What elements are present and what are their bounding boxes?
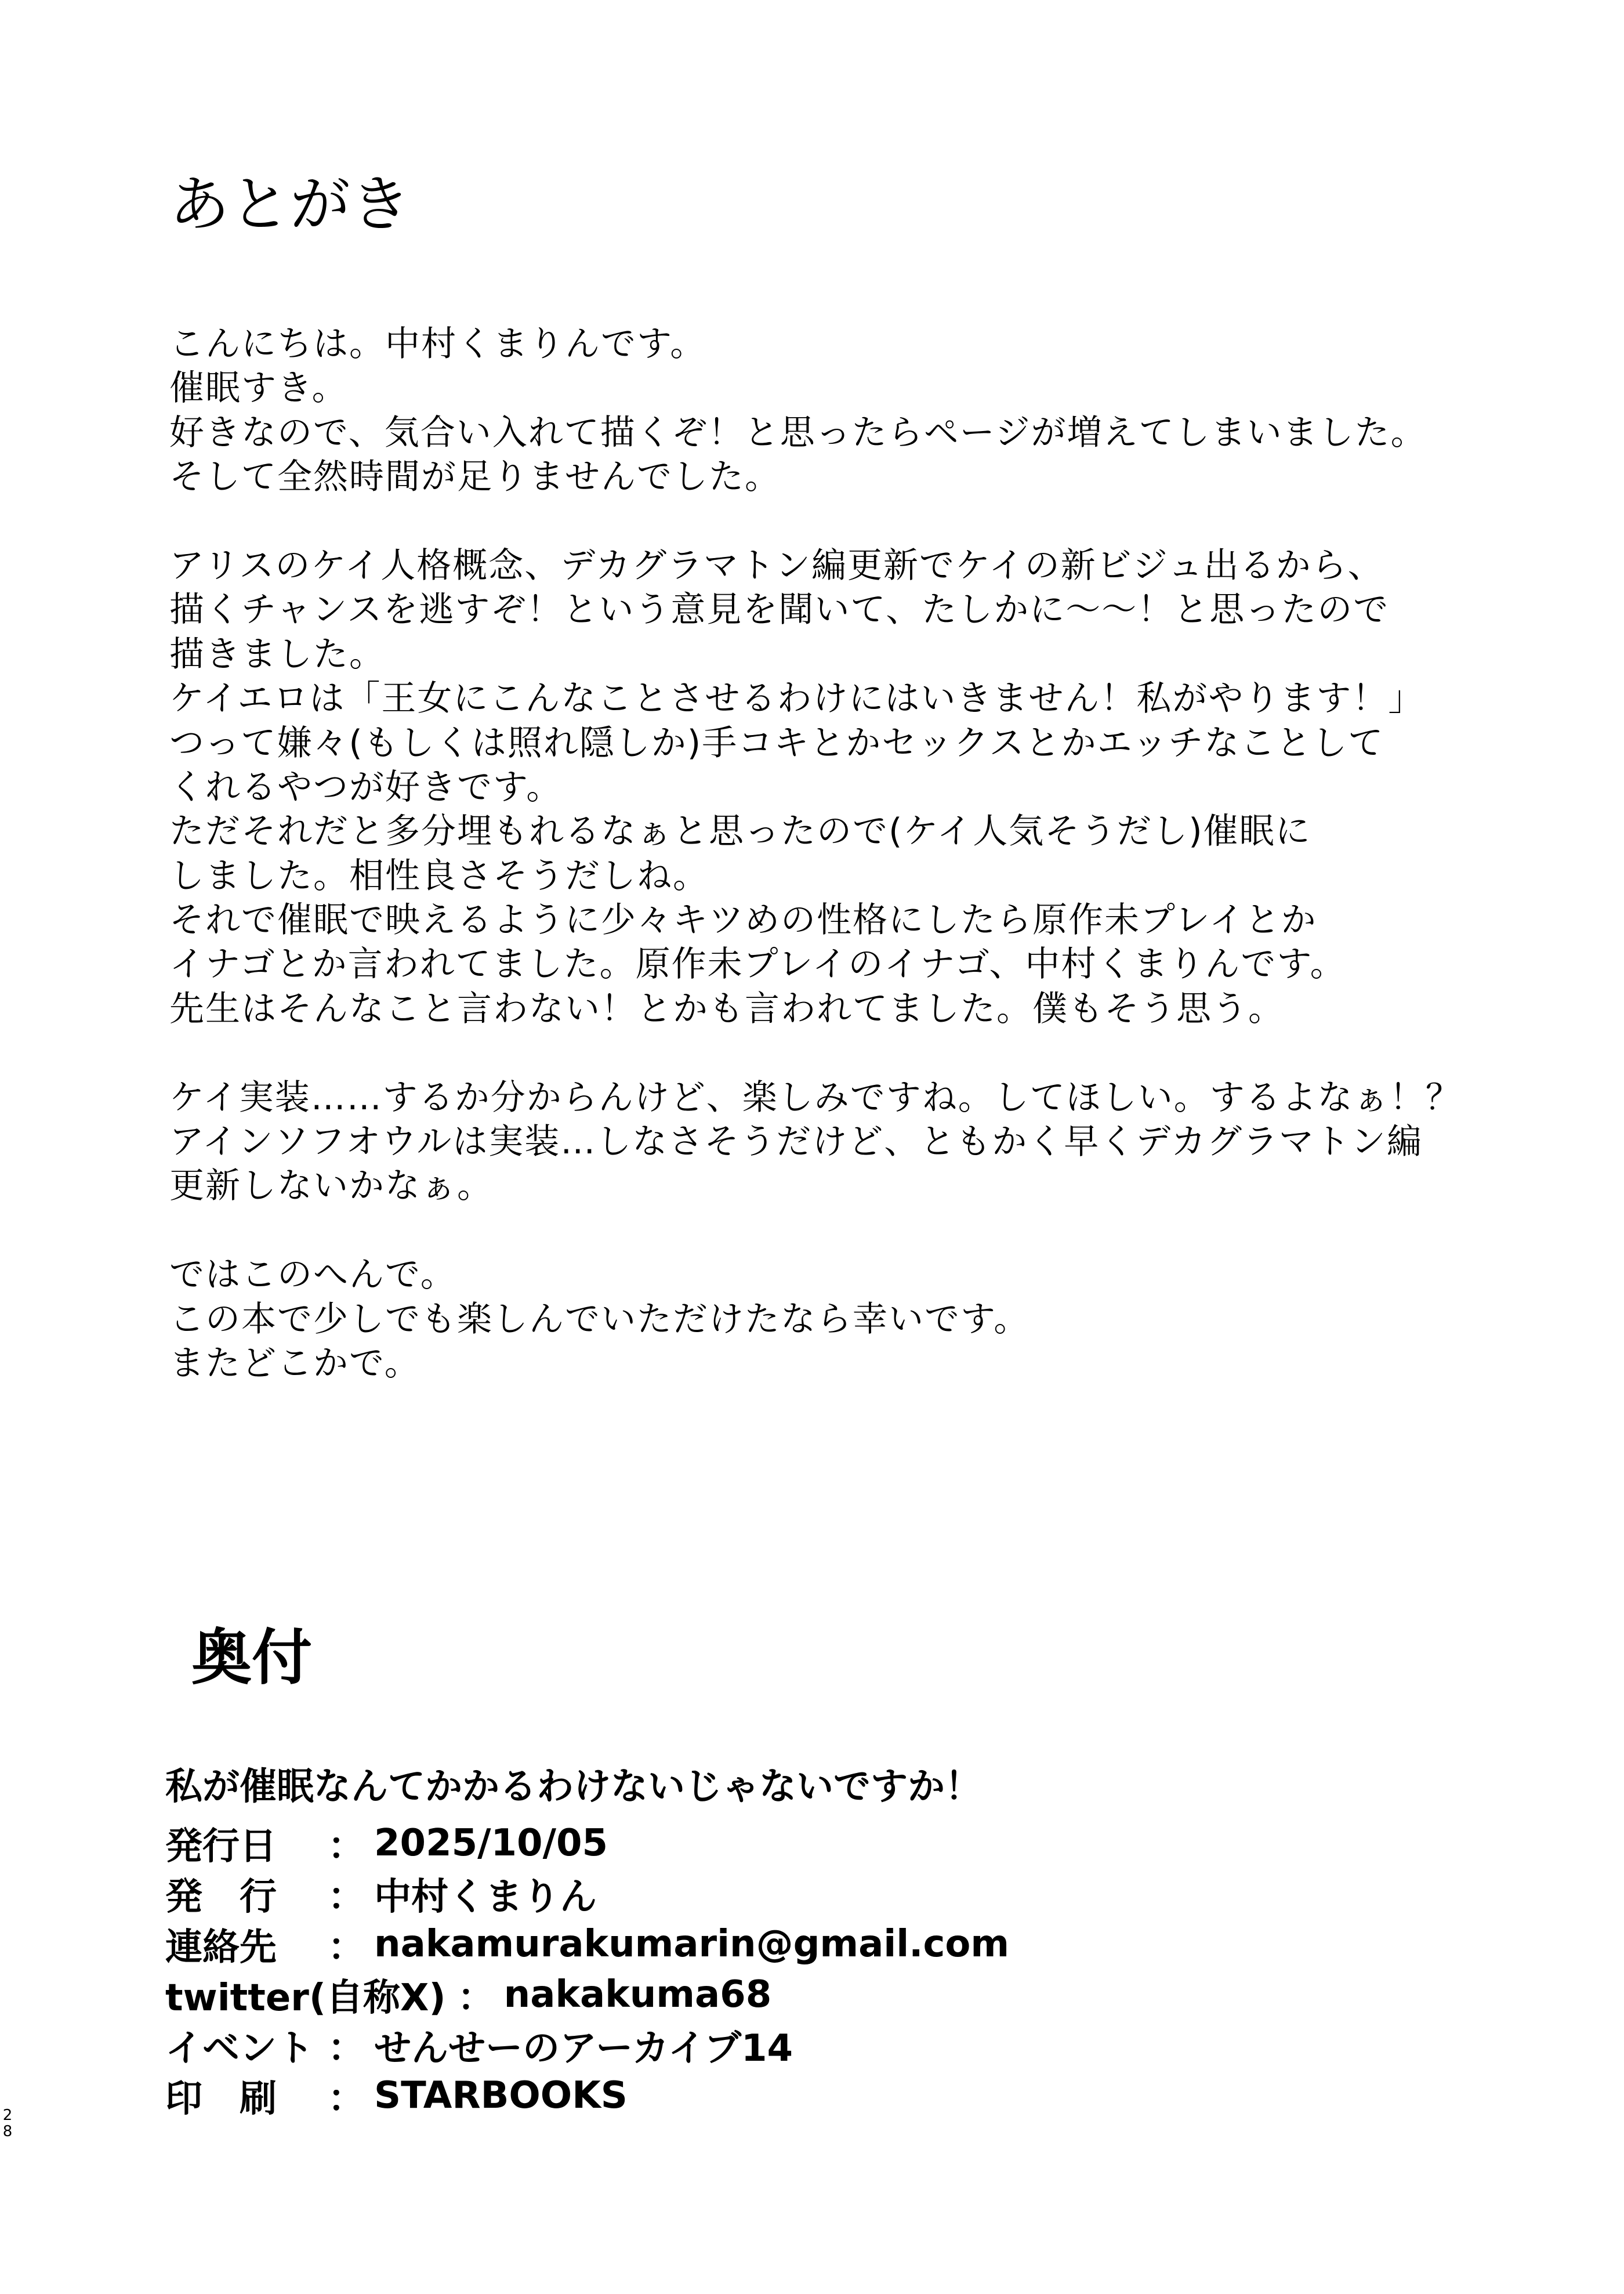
colophon-row-contact [165,1919,1009,1969]
colophon-title: 奥付 [191,1622,313,1693]
colophon-value: nakamurakumarin@gmail.com [374,1922,1010,1966]
page-number-digit: 2 [2,2107,13,2124]
afterword-line: ではこのへんで。 [169,1254,456,1296]
afterword-line: 描くチャンスを逃すぞ！という意見を聞いて、たしかに〜〜！と思ったので [169,589,1390,631]
colophon-separator: ： [328,1825,365,1868]
colophon-list [165,1818,1009,2121]
afterword-line: またどこかで。 [169,1343,420,1384]
colophon-row-event [165,2020,1009,2070]
colophon-separator: ： [328,2027,365,2070]
afterword-line: アインソフオウルは実装…しなさそうだけど、ともかく早くデカグラマトン編 [169,1121,1423,1163]
colophon-value: nakakuma68 [503,1973,772,2016]
colophon-label: 印 刷 [165,2077,277,2121]
colophon-label: 連絡先 [165,1926,277,1969]
colophon-separator: ： [328,2077,365,2121]
colophon-separator: ： [457,1976,495,2020]
colophon-value: 中村くまりん [374,1875,597,1919]
afterword-line: ケイエロは「王女にこんなことさせるわけにはいきません！私がやります！」 [169,678,1424,719]
book-title: 私が催眠なんてかかるわけないじゃないですか！ [165,1765,982,1808]
page-number [1,2107,14,2140]
afterword-line: 描きました。 [169,634,385,675]
colophon-value: STARBOOKS [374,2074,628,2117]
colophon-row-printer [165,2070,1009,2121]
colophon-label: 発 行 [165,1875,277,1919]
afterword-blank-line [169,1208,1503,1253]
afterword-line: イナゴとか言われてました。原作未プレイのイナゴ、中村くまりんです。 [169,944,1346,985]
page-number-digit: 8 [2,2123,13,2140]
colophon-value: せんせーのアーカイブ14 [374,2027,793,2070]
colophon-value: 2025/10/05 [374,1821,608,1865]
afterword-line: しました。相性良さそうだしね。 [169,855,709,896]
afterword-line: 先生はそんなこと言わない！とかも言われてました。僕もそう思う。 [169,988,1284,1029]
afterword-line: それで催眠で映えるように少々キツめの性格にしたら原作未プレイとか [169,900,1317,941]
afterword-line: ケイ実装……するか分からんけど、楽しみですね。してほしい。するよなぁ！？ [169,1077,1462,1118]
afterword-blank-line [169,500,1503,544]
colophon-label: 発行日 [165,1825,277,1868]
colophon-separator: ： [328,1926,365,1969]
colophon-row-publisher [165,1868,1009,1919]
afterword-line: アリスのケイ人格概念、デカグラマトン編更新でケイの新ビジュ出るから、 [169,545,1384,586]
afterword-line: くれるやつが好きです。 [169,766,563,808]
afterword-title: あとがき [169,169,411,240]
afterword-blank-line [169,1031,1503,1075]
colophon-label: twitter(自称X) [165,1976,446,2020]
colophon-row-publish-date [165,1818,1009,1868]
colophon-separator: ： [328,1875,365,1919]
afterword-line: この本で少しでも楽しんでいただけたなら幸いです。 [169,1298,1030,1340]
colophon-row-twitter [165,1969,1009,2020]
afterword-line: つって嫌々(もしくは照れ隠しか)手コキとかセックスとかエッチなことして [169,722,1384,764]
afterword-body [169,322,1503,1385]
afterword-line: 好きなので、気合い入れて描くぞ！と思ったらページが増えてしまいました。 [169,412,1427,453]
afterword-line: ただそれだと多分埋もれるなぁと思ったので(ケイ人気そうだし)催眠に [169,811,1311,852]
colophon-label: イベント [165,2027,314,2070]
afterword-line: 更新しないかなぁ。 [169,1166,493,1207]
afterword-line: こんにちは。中村くまりんです。 [169,324,706,364]
afterword-line: 催眠すき。 [169,368,348,409]
afterword-line: そして全然時間が足りませんでした。 [169,457,781,498]
